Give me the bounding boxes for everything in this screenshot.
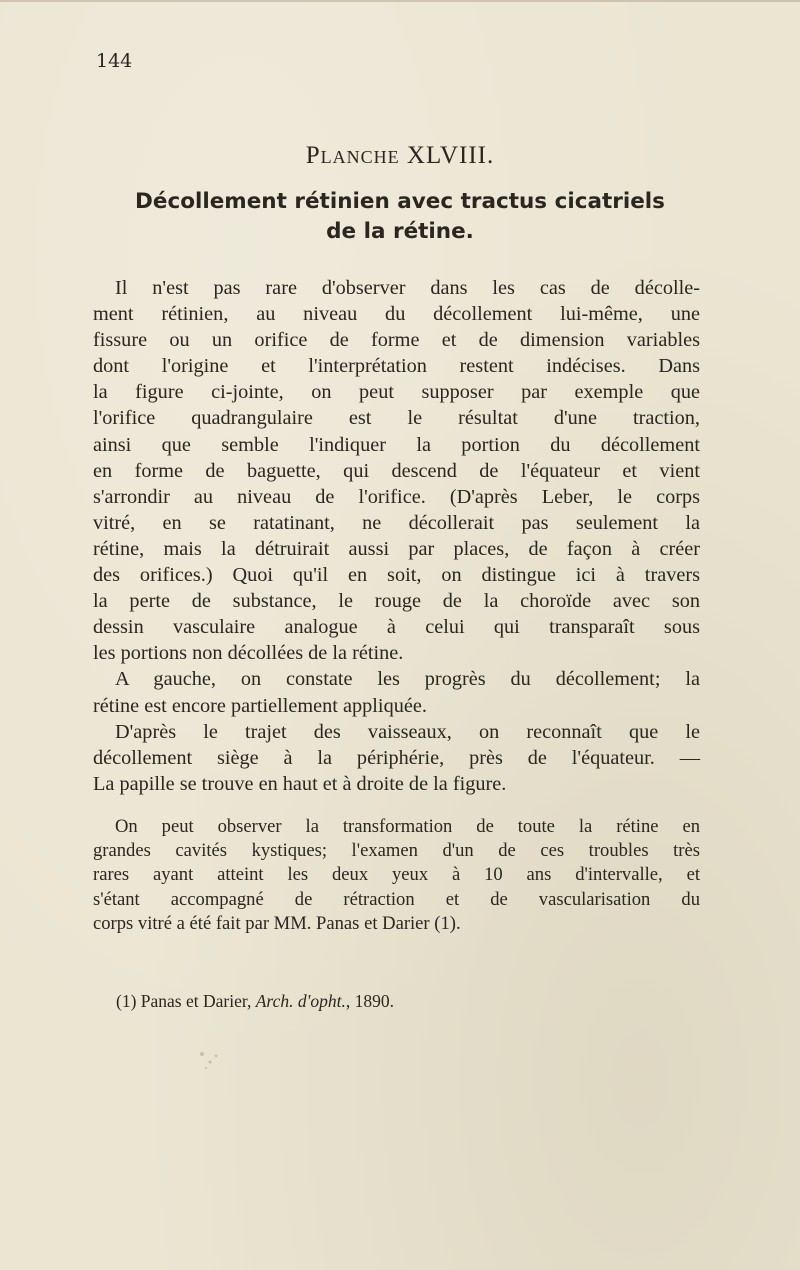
body-line: ment rétinien, au niveau du décollement lui-même, une <box>93 303 700 326</box>
small-line: rares ayant atteint les deux yeux à 10 ans d'intervalle, et <box>93 864 700 886</box>
body-line: ainsi que semble l'indiquer la portion du décollement <box>93 433 700 456</box>
title-line: Décollement rétinien avec tractus cicatriels <box>135 189 665 214</box>
body-line: A gauche, on constate les progrès du décollement; la <box>115 668 700 691</box>
body-line: décollement siège à la périphérie, près de l'équateur. — <box>93 746 700 769</box>
body-line: la perte de substance, le rouge de la choroïde avec son <box>93 590 700 613</box>
body-line: des orifices.) Quoi qu'il en soit, on distingue ici à travers <box>93 564 700 587</box>
small-line: grandes cavités kystiques; l'examen d'un de ces troubles très <box>93 840 700 862</box>
small-line: s'étant accompagné de rétraction et de vascularisation du <box>93 888 700 910</box>
body-line: Il n'est pas rare d'observer dans les cas de décolle- <box>115 277 700 299</box>
page-top-edge <box>0 0 800 2</box>
body-line: vitré, en se ratatinant, ne décollerait pas seulement la <box>93 511 700 534</box>
body-line: l'orifice quadrangulaire est le résultat d'une traction, <box>93 407 700 430</box>
plate-heading: Planche XLVIII. <box>305 142 495 169</box>
body-line: en forme de baguette, qui descend de l'équateur et vient <box>93 459 700 482</box>
small-print-paragraph <box>93 815 700 936</box>
footnote-journal: Arch. d'opht. <box>255 991 346 1011</box>
section-title <box>0 187 800 247</box>
small-line: On peut observer la transformation de toute la rétine en <box>115 816 700 837</box>
body-line: s'arrondir au niveau de l'orifice. (D'après Leber, le corps <box>93 485 700 508</box>
ink-smudge-mark <box>190 1040 230 1080</box>
page-number: 144 <box>96 50 133 72</box>
body-line: rétine, mais la détruirait aussi par places, de façon à créer <box>93 537 700 560</box>
body-line: dessin vasculaire analogue à celui qui transparaît sous <box>93 616 700 639</box>
body-line: la figure ci-jointe, on peut supposer par exemple que <box>93 381 700 404</box>
body-paragraphs <box>93 275 700 797</box>
body-line: rétine est encore partiellement appliquée. <box>93 694 427 717</box>
body-line: fissure ou un orifice de forme et de dimension variables <box>93 329 700 352</box>
small-line: corps vitré a été fait par MM. Panas et Darier (1). <box>93 912 461 934</box>
body-line: La papille se trouve en haut et à droite de la figure. <box>93 772 507 795</box>
body-line: dont l'origine et l'interprétation restent indécises. Dans <box>93 355 700 378</box>
body-line: les portions non décollées de la rétine. <box>93 642 404 665</box>
body-line: D'après le trajet des vaisseaux, on reconnaît que le <box>115 720 700 743</box>
title-line: de la rétine. <box>326 219 474 244</box>
footnote <box>116 991 394 1012</box>
footnote-suffix: , 1890. <box>345 991 394 1011</box>
footnote-prefix: (1) Panas et Darier, <box>116 991 256 1011</box>
